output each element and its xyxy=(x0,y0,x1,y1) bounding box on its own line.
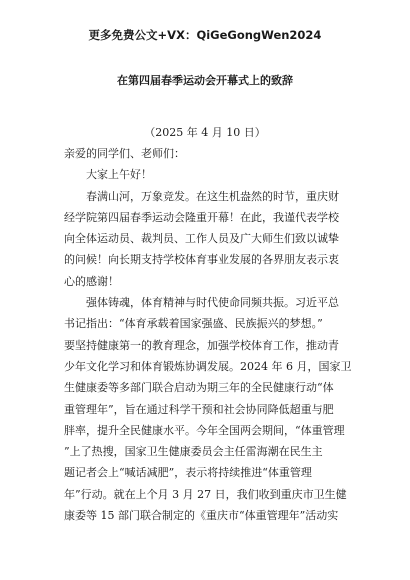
body-line: 书记指出：“体育承载着国家强盛、民族振兴的梦想。” xyxy=(64,317,323,331)
body-line: 经学院第四届春季运动会隆重开幕！在此，我谨代表学校 xyxy=(64,210,339,224)
body-line: 年”行动。就在上个月 3 月 27 日，我们收到重庆市卫生健 xyxy=(64,487,347,501)
greeting: 大家上午好！ xyxy=(86,168,152,182)
body-line: 胖率，提升全民健康水平。今年全国两会期间，“体重管理 xyxy=(64,423,345,437)
body-line: 向全体运动员、裁判员、工作人员及广大师生们致以诚挚 xyxy=(64,232,339,246)
body-line: 要坚持健康第一的教育理念，加强学校体育工作，推动青 xyxy=(64,338,339,352)
body-line: ”上了热搜，国家卫生健康委员会主任雷海潮在民生主 xyxy=(64,445,323,459)
body-line: 心的感谢！ xyxy=(64,274,119,288)
body-line: 题记者会上“喊话减肥”，表示将持续推进“体重管理 xyxy=(64,466,312,480)
body-line: 康委等 15 部门联合制定的《重庆市“体重管理年”活动实 xyxy=(64,509,339,523)
body-line: 少年文化学习和体育锻炼协调发展。2024 年 6 月，国家卫 xyxy=(64,359,352,373)
body-line: 的问候！向长期支持学校体育事业发展的各界朋友表示衷 xyxy=(64,253,339,267)
salutation: 亲爱的同学们、老师们： xyxy=(64,147,185,160)
document-body xyxy=(64,143,364,526)
body-line: 生健康委等多部门联合启动为期三年的全民健康行动“体 xyxy=(64,381,334,395)
promo-header: 更多免费公文+VX：QiGeGongWen2024 xyxy=(88,28,322,42)
body-line: 强体铸魂，体育精神与时代使命同频共振。习近平总 xyxy=(86,296,339,310)
document-date: （2025 年 4 月 10 日） xyxy=(144,126,266,139)
body-line: 重管理年”，旨在通过科学干预和社会协同降低超重与肥 xyxy=(64,402,334,416)
document-title: 在第四届春季运动会开幕式上的致辞 xyxy=(117,74,293,87)
body-line: 春满山河，万象竞发。在这生机盎然的时节，重庆财 xyxy=(86,189,339,203)
